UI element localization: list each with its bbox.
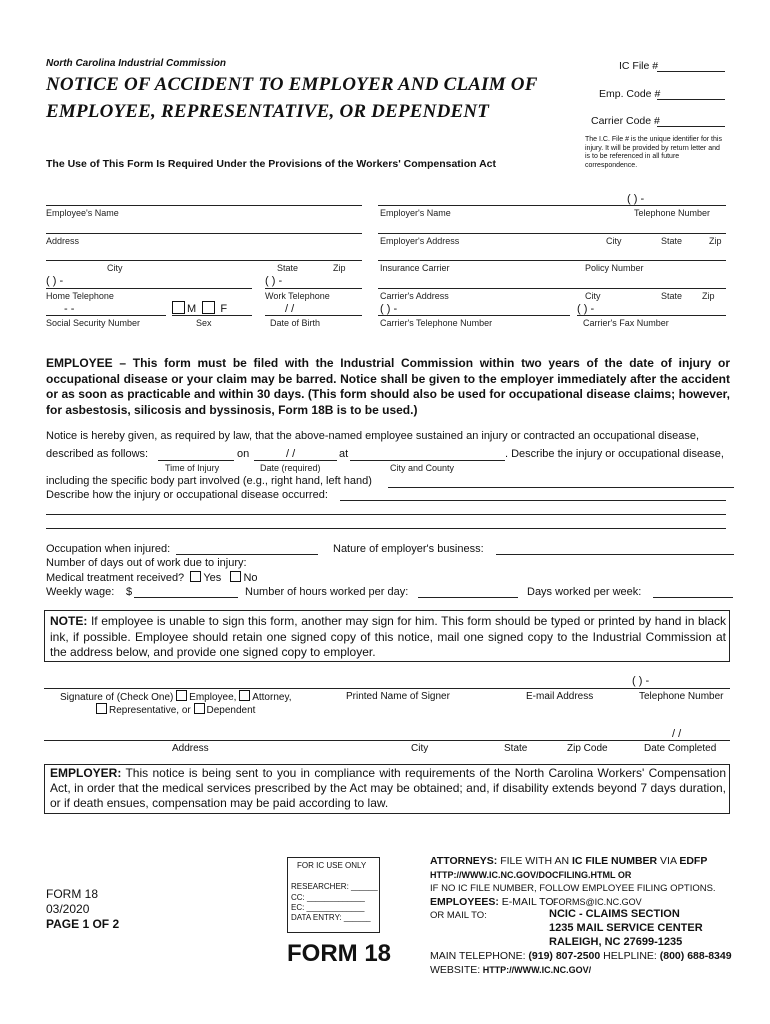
medical-treatment-row xyxy=(46,571,258,584)
website-line xyxy=(430,964,591,976)
form-revision-date: 03/2020 xyxy=(46,902,90,916)
dollar-sign: $ xyxy=(126,586,133,598)
ec-field: EC: _____________ xyxy=(291,903,365,912)
medical-yes-label: Yes xyxy=(203,572,222,584)
large-form-number: FORM 18 xyxy=(287,940,392,967)
work-phone-mask: ( ) - xyxy=(265,275,283,287)
employer-notice-text xyxy=(50,766,726,811)
hours-per-day-label: Number of hours worked per day: xyxy=(245,586,409,598)
employee-notice: EMPLOYEE – This form must be filed with the Industrial Commission within two years of the date of injury or occupational disease or your claim may be barred. Notice shall be given to the employer immediately after the accident or as soon as practicable and within 30 days. (This form should also be used for occupational disease claims; however, for asbestosis, silicosis and byssinosis, Form 18B is to be used.) xyxy=(46,356,730,417)
ic-file-number-text: IC FILE NUMBER xyxy=(571,855,658,867)
medical-no-checkbox[interactable] xyxy=(230,571,241,582)
days-out-label: Number of days out of work due to injury: xyxy=(46,557,247,569)
cc-field: CC: _____________ xyxy=(291,893,365,902)
form-number: FORM 18 xyxy=(46,887,99,901)
occupation-label: Occupation when injured: xyxy=(46,543,171,555)
printed-name-label: Printed Name of Signer xyxy=(346,691,450,702)
sex-m-checkbox[interactable] xyxy=(172,301,185,314)
signer-telephone-label: Telephone Number xyxy=(639,691,724,702)
sex-field xyxy=(172,315,252,316)
state-label: State xyxy=(277,263,299,273)
address-row-field[interactable] xyxy=(44,740,730,741)
employee-name-label: Employee's Name xyxy=(46,208,119,218)
emp-code-label: Emp. Code # xyxy=(599,88,661,100)
hours-per-day-field[interactable] xyxy=(418,597,518,598)
ic-file-field[interactable] xyxy=(657,71,725,72)
city-county-field[interactable] xyxy=(350,460,505,461)
nature-business-label: Nature of employer's business: xyxy=(333,543,484,555)
medical-no-label: No xyxy=(243,572,258,584)
carrier-fax-label: Carrier's Fax Number xyxy=(583,318,669,328)
days-per-week-field[interactable] xyxy=(653,597,733,598)
completed-date-mask: / / xyxy=(672,728,682,740)
mail-address-line1: NCIC - CLAIMS SECTION xyxy=(549,908,680,920)
weekly-wage-label: Weekly wage: xyxy=(46,586,115,598)
signature-label: Signature of (Check One) xyxy=(60,692,174,703)
employee-name-field[interactable] xyxy=(46,205,362,206)
injury-date-mask: / / xyxy=(286,448,296,460)
sex-f-label: F xyxy=(220,303,228,315)
ssn-field[interactable] xyxy=(46,315,166,316)
signer-state-label: State xyxy=(504,743,528,754)
carrier-address-field[interactable] xyxy=(378,288,726,289)
researcher-field: RESEARCHER: ______ xyxy=(291,882,378,891)
ic-file-label: IC File # xyxy=(619,60,659,72)
work-telephone-field[interactable] xyxy=(265,288,362,289)
ssn-mask: - - xyxy=(64,303,75,315)
no-ic-text: IF NO IC FILE NUMBER, FOLLOW EMPLOYEE FILING OPTIONS. xyxy=(430,883,716,894)
mail-address-line2: 1235 MAIL SERVICE CENTER xyxy=(549,922,703,934)
nature-business-field[interactable] xyxy=(496,554,734,555)
injury-notice-text: Notice is hereby given, as required by law, that the above-named employee sustained an injury or contracted an occupational disease, xyxy=(46,430,700,442)
attorneys-via: VIA xyxy=(657,855,680,867)
dob-mask: / / xyxy=(285,303,295,315)
form-subtitle: The Use of This Form Is Required Under the Provisions of the Workers' Compensation Act xyxy=(46,158,496,170)
carrier-address-label: Carrier's Address xyxy=(380,291,449,301)
ic-use-only-heading: FOR IC USE ONLY xyxy=(297,861,367,870)
how-occurred-field-2[interactable] xyxy=(46,514,726,515)
occupation-field[interactable] xyxy=(176,554,318,555)
email-to-label: E-MAIL TO: xyxy=(498,896,557,908)
employee-checkbox[interactable] xyxy=(176,690,187,701)
zip-label: Zip xyxy=(333,263,346,273)
sex-f-checkbox[interactable] xyxy=(202,301,215,314)
on-label: on xyxy=(237,448,250,460)
home-telephone-field[interactable] xyxy=(46,288,252,289)
note-body: If employee is unable to sign this form, another may sign for him. This form should be typed or printed by hand in black ink, if possible. Employee should retain one signed copy of this notice, mail one signed copy to the Industrial Commission at the address below, and provide one signed copy to employer. xyxy=(50,614,726,659)
home-telephone-label: Home Telephone xyxy=(46,291,114,301)
helpline: (800) 688-8349 xyxy=(656,950,732,962)
carrier-code-label: Carrier Code # xyxy=(591,115,660,127)
attorneys-line xyxy=(430,855,707,867)
signature-row-field[interactable] xyxy=(44,688,730,689)
website-link[interactable]: HTTP://WWW.IC.NC.GOV/ xyxy=(480,965,592,975)
employer-city-label: City xyxy=(606,236,622,246)
docfiling-link[interactable]: HTTP://WWW.IC.NC.GOV/DOCFILING.HTML OR xyxy=(430,870,632,880)
signer-tel-mask: ( ) - xyxy=(632,675,650,687)
employees-line xyxy=(430,896,556,908)
city-label: City xyxy=(107,263,123,273)
dependent-checkbox[interactable] xyxy=(194,703,205,714)
form-title-line2: EMPLOYEE, REPRESENTATIVE, OR DEPENDENT xyxy=(46,101,490,122)
time-of-injury-label: Time of Injury xyxy=(165,463,220,473)
attorneys-text: FILE WITH AN xyxy=(497,855,572,867)
sex-label: Sex xyxy=(196,318,212,328)
ic-file-note: The I.C. File # is the unique identifier for this injury. It will be provided by return letter and is to be referenced in all future correspondence. xyxy=(585,136,722,169)
signature-check-row2 xyxy=(96,703,255,716)
employer-address-field[interactable] xyxy=(378,233,726,234)
employer-state-label: State xyxy=(661,236,683,246)
carrier-tel-mask: ( ) - xyxy=(380,303,398,315)
medical-treatment-label: Medical treatment received? xyxy=(46,572,185,584)
medical-yes-checkbox[interactable] xyxy=(190,571,201,582)
website-label: WEBSITE: xyxy=(430,964,481,976)
signer-city-label: City xyxy=(411,743,429,754)
carrier-telephone-field[interactable] xyxy=(378,315,570,316)
carrier-telephone-label: Carrier's Telephone Number xyxy=(380,318,493,328)
address-label: Address xyxy=(46,236,80,246)
work-telephone-label: Work Telephone xyxy=(265,291,330,301)
city-state-zip-field[interactable] xyxy=(46,260,362,261)
injury-date-field[interactable] xyxy=(254,460,337,461)
email-label: E-mail Address xyxy=(526,691,594,702)
policy-number-label: Policy Number xyxy=(585,263,644,273)
at-label: at xyxy=(339,448,349,460)
dob-field[interactable] xyxy=(265,315,362,316)
employer-name-field[interactable] xyxy=(378,205,726,206)
agency-name: North Carolina Industrial Commission xyxy=(46,58,227,69)
employer-tel-mask: ( ) - xyxy=(627,193,645,205)
address-field[interactable] xyxy=(46,233,362,234)
note-label: NOTE: xyxy=(50,614,88,628)
home-phone-mask: ( ) - xyxy=(46,275,64,287)
time-of-injury-field[interactable] xyxy=(158,460,234,461)
weekly-wage-field[interactable] xyxy=(134,597,238,598)
signer-address-label: Address xyxy=(172,743,209,754)
edfp-text: EDFP xyxy=(679,855,708,867)
emp-code-field[interactable] xyxy=(657,99,725,100)
helpline-label: HELPLINE: xyxy=(600,950,657,962)
carrier-city-label: City xyxy=(585,291,601,301)
described-as-label: described as follows: xyxy=(46,448,149,460)
date-completed-label: Date Completed xyxy=(644,743,717,754)
sex-m-label: M xyxy=(187,303,197,315)
representative-option: Representative, or xyxy=(109,705,191,716)
attorney-option: Attorney, xyxy=(252,692,292,703)
dependent-option: Dependent xyxy=(206,705,256,716)
page-number: PAGE 1 OF 2 xyxy=(46,917,120,931)
insurance-carrier-field[interactable] xyxy=(378,260,726,261)
attorneys-label: ATTORNEYS: xyxy=(430,855,498,867)
employer-notice-label: EMPLOYER: xyxy=(50,766,122,780)
employer-name-label: Employer's Name xyxy=(380,208,451,218)
form-title-line1: NOTICE OF ACCIDENT TO EMPLOYER AND CLAIM OF xyxy=(46,74,538,95)
carrier-state-label: State xyxy=(661,291,683,301)
telephone-line xyxy=(430,950,732,962)
forms-email-link[interactable]: FORMS@IC.NC.GOV xyxy=(553,897,642,907)
carrier-zip-label: Zip xyxy=(702,291,715,301)
body-part-label: including the specific body part involved (e.g., right hand, left hand) xyxy=(46,475,372,487)
date-required-label: Date (required) xyxy=(260,463,321,473)
ssn-label: Social Security Number xyxy=(46,318,141,328)
main-telephone-label: MAIN TELEPHONE: xyxy=(430,950,526,962)
employer-address-label: Employer's Address xyxy=(380,236,460,246)
mail-address-line3: RALEIGH, NC 27699-1235 xyxy=(549,936,683,948)
representative-checkbox[interactable] xyxy=(96,703,107,714)
body-part-field[interactable] xyxy=(388,487,734,488)
insurance-carrier-label: Insurance Carrier xyxy=(380,263,450,273)
employee-option: Employee, xyxy=(189,692,237,703)
employees-label: EMPLOYEES: xyxy=(430,896,499,908)
employer-zip-label: Zip xyxy=(709,236,722,246)
days-per-week-label: Days worked per week: xyxy=(527,586,642,598)
attorney-checkbox[interactable] xyxy=(239,690,250,701)
how-occurred-field-3[interactable] xyxy=(46,528,726,529)
data-entry-field: DATA ENTRY: ______ xyxy=(291,913,371,922)
mail-to-label: OR MAIL TO: xyxy=(430,910,487,921)
how-occurred-label: Describe how the injury or occupational disease occurred: xyxy=(46,489,328,501)
note-text xyxy=(50,614,726,661)
main-telephone: (919) 807-2500 xyxy=(525,950,601,962)
describe-injury-label: . Describe the injury or occupational disease, xyxy=(505,448,724,460)
city-county-label: City and County xyxy=(390,463,455,473)
signer-zip-label: Zip Code xyxy=(567,743,608,754)
employer-telephone-label: Telephone Number xyxy=(634,208,711,218)
carrier-fax-mask: ( ) - xyxy=(577,303,595,315)
how-occurred-field-1[interactable] xyxy=(340,500,726,501)
sex-checkboxes xyxy=(172,301,227,315)
employer-notice-body: This notice is being sent to you in compliance with requirements of the North Carolina Workers' Compensation Act, in order that the medical services prescribed by the Act may be obtained; and, if disability extends beyond 7 days duration, or if death ensues, compensation may be paid according to law. xyxy=(50,766,726,810)
signature-check-row xyxy=(60,690,291,703)
carrier-fax-field[interactable] xyxy=(577,315,726,316)
dob-label: Date of Birth xyxy=(270,318,321,328)
carrier-code-field[interactable] xyxy=(657,126,725,127)
